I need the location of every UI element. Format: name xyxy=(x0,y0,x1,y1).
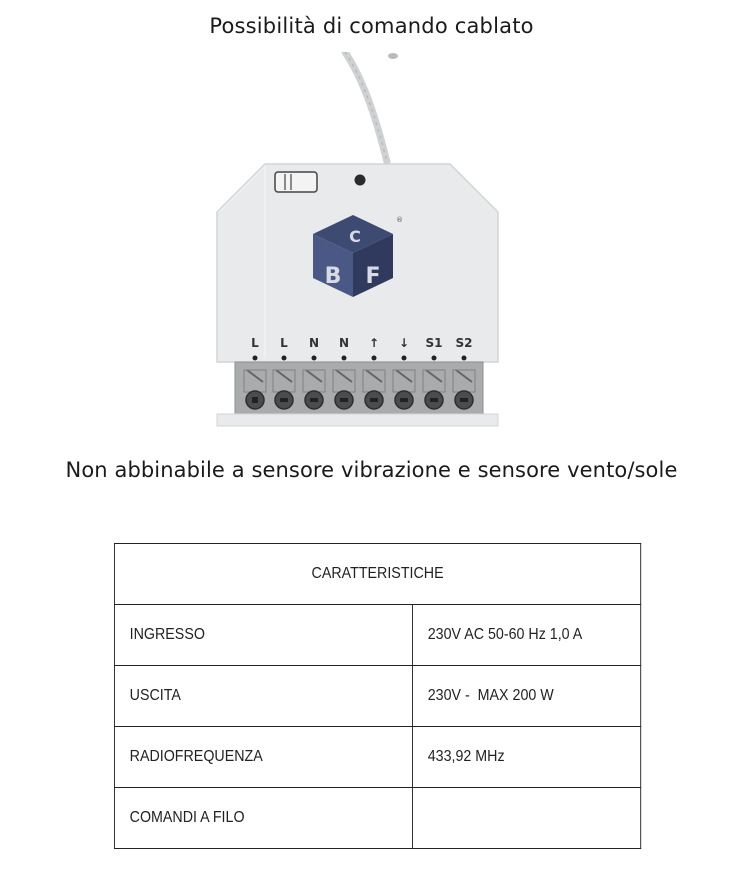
specs-table xyxy=(114,543,641,849)
terminal-label-n1: N xyxy=(308,336,320,350)
terminal-label-s2: S2 xyxy=(455,336,473,350)
led-indicator xyxy=(355,175,366,186)
spec-value: 230V AC 50-60 Hz 1,0 A xyxy=(413,605,641,666)
logo-letter-b: B xyxy=(324,264,342,289)
device-image xyxy=(205,52,510,432)
logo-letter-c: C xyxy=(349,227,361,246)
terminal-label-up: ↑ xyxy=(368,336,380,350)
table-header-row xyxy=(114,544,640,605)
page-title: Possibilità di comando cablato xyxy=(209,14,534,38)
terminal-label-down: ↓ xyxy=(398,336,410,350)
registered-mark: ® xyxy=(396,216,403,224)
table-row xyxy=(114,727,640,788)
module-base xyxy=(217,414,498,426)
spec-value xyxy=(413,788,641,849)
terminal-block xyxy=(235,362,483,418)
spec-value: 433,92 MHz xyxy=(413,727,641,788)
terminal-label-l1: L xyxy=(251,336,259,350)
spec-label: COMANDI A FILO xyxy=(114,788,412,849)
terminal-label-n2: N xyxy=(338,336,350,350)
table-row xyxy=(114,666,640,727)
spec-label: INGRESSO xyxy=(114,605,412,666)
cable-end xyxy=(388,53,398,59)
spec-label: USCITA xyxy=(114,666,412,727)
terminal-label-l2: L xyxy=(280,336,288,350)
compatibility-note: Non abbinabile a sensore vibrazione e sensore vento/sole xyxy=(65,458,678,482)
spec-label: RADIOFREQUENZA xyxy=(114,727,412,788)
table-heading: CARATTERISTICHE xyxy=(114,544,640,605)
cable xyxy=(345,52,387,162)
terminal-label-s1: S1 xyxy=(425,336,443,350)
table-row xyxy=(114,788,640,849)
table-row xyxy=(114,605,640,666)
program-switch xyxy=(275,172,317,192)
spec-value: 230V - MAX 200 W xyxy=(413,666,641,727)
relay-module-illustration xyxy=(205,52,510,432)
logo-letter-f: F xyxy=(365,264,381,289)
